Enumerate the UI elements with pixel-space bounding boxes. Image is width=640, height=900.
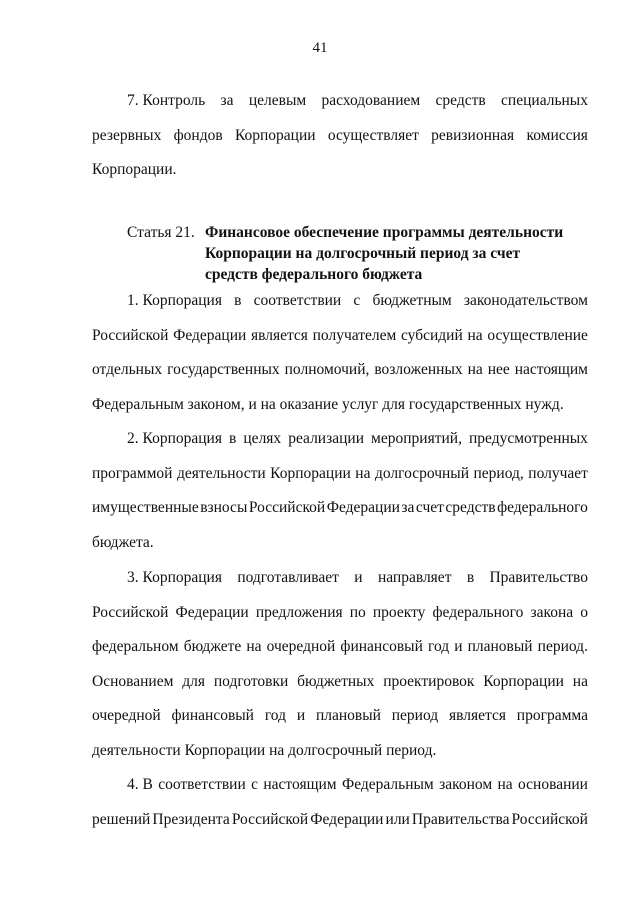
word: настоящим <box>263 776 337 793</box>
word: период. <box>537 638 588 655</box>
text-line <box>92 596 588 631</box>
paragraph-4 <box>92 768 588 837</box>
word: Корпорации <box>270 464 351 482</box>
word: на <box>355 464 371 482</box>
word: и <box>454 638 463 655</box>
word: год <box>264 707 286 724</box>
word: финансовый <box>171 707 254 724</box>
paragraph-7 <box>92 84 588 188</box>
word: деятельности <box>176 464 266 482</box>
word: программой <box>92 464 173 482</box>
word: Корпорации <box>234 126 316 144</box>
word: и <box>296 707 306 724</box>
word: государственных <box>167 361 280 378</box>
word: очередной <box>92 707 161 724</box>
word: очередной <box>266 638 336 655</box>
word: о <box>580 603 588 621</box>
word: подготовки <box>213 672 289 690</box>
word: в <box>229 430 237 447</box>
word: подготавливает <box>237 569 339 586</box>
word: год <box>427 638 450 655</box>
word: осуществляет <box>327 126 419 144</box>
word: полномочий, <box>284 361 370 378</box>
word: законом <box>439 776 493 793</box>
text-line <box>92 422 588 457</box>
word: настоящим <box>514 361 588 378</box>
word: Российской <box>511 810 588 828</box>
word: фондов <box>173 126 223 144</box>
word: долгосрочный <box>374 464 470 482</box>
word: направляет <box>377 569 452 586</box>
text-line <box>92 153 588 188</box>
word: с <box>251 776 259 793</box>
word: бюджетных <box>297 672 375 690</box>
word: Корпорации <box>483 672 564 690</box>
word: деятельности Корпорации на долгосрочный период. <box>92 741 437 759</box>
page-number: 41 <box>312 40 328 56</box>
word: основании <box>518 776 588 793</box>
word: получает <box>528 464 588 482</box>
text-line <box>92 768 588 803</box>
word: по <box>349 603 366 621</box>
word: Российской <box>231 810 309 828</box>
word: закона <box>530 603 574 621</box>
word: отдельных <box>92 361 163 378</box>
word: проекту <box>372 603 426 621</box>
word: в <box>234 292 242 309</box>
word: реализации <box>288 430 364 447</box>
text-line <box>92 84 588 119</box>
word: бюджете <box>183 638 242 655</box>
text-line <box>92 630 588 665</box>
word: предусмотренных <box>469 430 588 447</box>
word: за <box>401 499 415 516</box>
article-title <box>205 222 563 285</box>
word: Российской <box>92 326 169 344</box>
word: комиссия <box>526 126 588 144</box>
word: плановый <box>315 707 381 724</box>
word: счет <box>415 499 444 516</box>
word: средств <box>435 92 486 109</box>
word: 7. Контроль <box>127 92 206 109</box>
word: Правительства <box>411 810 510 828</box>
word: Российской <box>92 603 169 621</box>
word: Федерации <box>326 499 400 516</box>
word: соответствии <box>158 776 246 793</box>
word: Федерации <box>173 326 247 344</box>
word: Корпорации. <box>92 161 177 178</box>
word: мероприятий, <box>371 430 462 447</box>
text-line <box>92 803 588 838</box>
word: соответствии <box>253 292 342 309</box>
word: является <box>250 326 308 344</box>
word: является <box>449 707 506 724</box>
word: и <box>354 569 363 586</box>
word: Российской <box>248 499 326 516</box>
paragraph-1 <box>92 284 588 422</box>
word: резервных <box>92 126 162 144</box>
word: предложения <box>255 603 343 621</box>
word: федеральном <box>92 638 179 655</box>
word: целях <box>243 430 282 447</box>
word: на <box>467 326 483 344</box>
text-line <box>92 353 588 388</box>
word: период <box>391 707 439 724</box>
word: бюджетным <box>372 292 452 309</box>
word: 1. Корпорация <box>127 292 222 309</box>
word: ревизионная <box>431 126 515 144</box>
text-line <box>92 699 588 734</box>
article-title-line: Финансовое обеспечение программы деятельности <box>205 224 564 241</box>
word: в <box>466 569 475 586</box>
word: законодательством <box>463 292 588 309</box>
word: 4. В <box>127 776 153 793</box>
paragraph-3 <box>92 561 588 768</box>
word: осуществление <box>487 326 588 344</box>
text-line <box>92 388 588 423</box>
text-line <box>92 319 588 354</box>
text-line <box>92 665 588 700</box>
article-title-line: средств федерального бюджета <box>205 266 423 283</box>
text-line <box>92 491 588 526</box>
word: взносы <box>200 499 248 516</box>
word: для <box>182 672 205 690</box>
word: с <box>353 292 361 309</box>
text-line <box>92 284 588 319</box>
text-line <box>92 561 588 596</box>
word: имущественные <box>92 499 199 516</box>
text-line <box>92 526 588 561</box>
word: на <box>497 776 513 793</box>
word: решений <box>92 810 151 828</box>
word: расходованием <box>321 92 421 109</box>
word: Правительство <box>489 569 588 586</box>
word: федерального <box>497 499 588 516</box>
word: Федеральным <box>341 776 434 793</box>
word: на <box>572 672 588 690</box>
word: на <box>467 361 483 378</box>
text-line <box>92 457 588 492</box>
article-label: Статья 21. <box>127 224 195 241</box>
text-line <box>92 734 588 769</box>
word: федерального <box>432 603 524 621</box>
word: средств <box>445 499 496 516</box>
word: 2. Корпорация <box>127 430 222 447</box>
word: целевым <box>248 92 307 109</box>
word: на <box>246 638 262 655</box>
word: Федерации <box>310 810 384 828</box>
word: программа <box>516 707 588 724</box>
word: бюджета. <box>92 533 154 551</box>
word: Основанием <box>92 672 174 690</box>
article-title-line: Корпорации на долгосрочный период за счет <box>205 245 521 262</box>
word: плановый <box>467 638 533 655</box>
text-line <box>92 119 588 154</box>
word: Федерации <box>175 603 249 621</box>
word: проектировок <box>383 672 475 690</box>
word: финансовый <box>340 638 423 655</box>
word: возложенных <box>374 361 463 378</box>
word: субсидий <box>401 326 463 344</box>
word: период, <box>473 464 524 482</box>
paragraph-2 <box>92 422 588 560</box>
word: нее <box>487 361 510 378</box>
word: специальных <box>501 92 588 109</box>
word: за <box>220 92 234 109</box>
word: получателем <box>312 326 397 344</box>
word: или <box>385 810 410 828</box>
word: Федеральным законом, и на оказание услуг для государственных нужд. <box>92 395 564 413</box>
word: 3. Корпорация <box>127 569 222 586</box>
word: Президента <box>152 810 230 828</box>
